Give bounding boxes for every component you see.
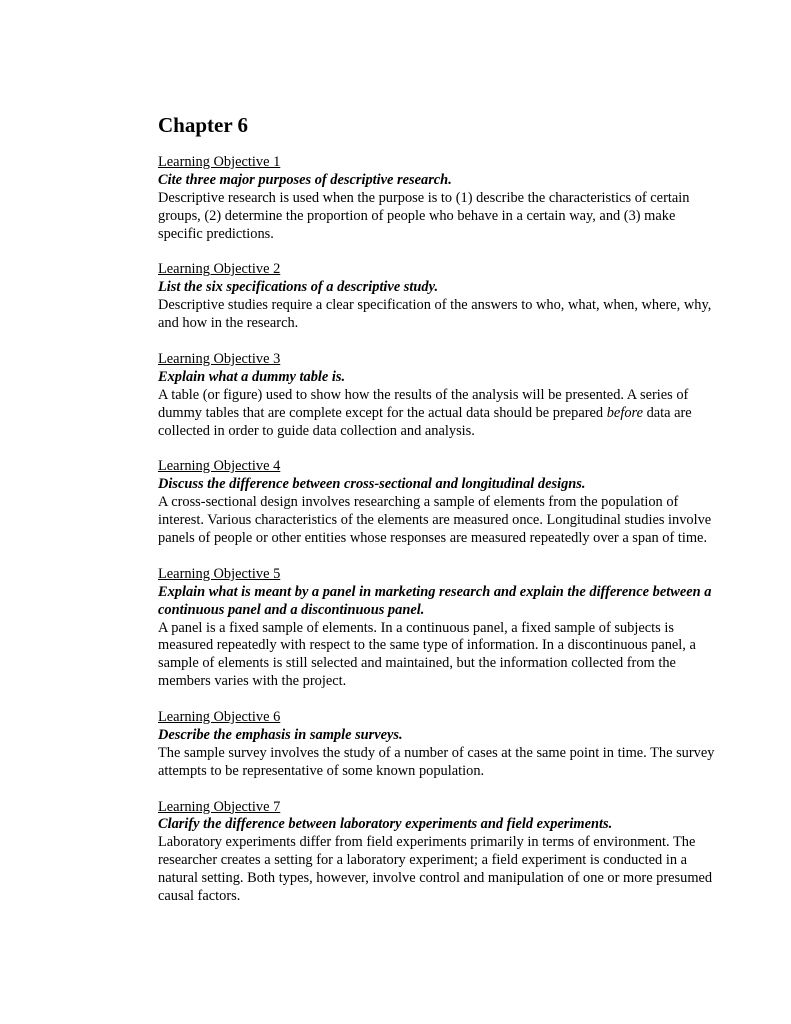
learning-objective-2 — [158, 261, 718, 333]
objective-answer: Descriptive research is used when the purpose is to (1) describe the characteristics of certain groups, (2) determine the proportion of people who behave in a certain way, and (3) make specific predictions. — [158, 189, 690, 242]
objective-heading: Learning Objective 7 — [158, 798, 281, 815]
answer-text-before: A table (or figure) used to show how the results of the analysis will be presented. A series of dummy tables that are complete except for the actual data should be prepared — [158, 386, 689, 421]
objective-answer: A cross-sectional design involves researching a sample of elements from the population of interest. Various characteristics of the elements are measured once. Longitudinal studies involve panels of people or other entities whose responses are measured repeatedly over a span of time. — [158, 494, 712, 546]
objective-question: Explain what a dummy table is. — [158, 368, 346, 385]
objective-question: Discuss the difference between cross-sectional and longitudinal designs. — [158, 476, 586, 493]
answer-emphasis: before — [606, 404, 643, 421]
objective-answer: Laboratory experiments differ from field experiments primarily in terms of environment. The researcher creates a setting for a laboratory experiment; a field experiment is conducted in a natural setting. Both types, however, involve control and manipulation of one or more presumed causal factors. — [158, 834, 713, 905]
learning-objective-4 — [158, 458, 718, 548]
objective-question: List the six specifications of a descriptive study. — [158, 279, 439, 296]
objective-answer: A panel is a fixed sample of elements. In a continuous panel, a fixed sample of subjects is measured repeatedly with respect to the same type of information. In a discontinuous panel, a sample of elements is still selected and maintained, but the information collected from the members varies with the project. — [158, 619, 696, 690]
objective-answer: Descriptive studies require a clear specification of the answers to who, what, when, where, why, and how in the research. — [158, 297, 712, 332]
document-page — [158, 112, 718, 924]
objective-question: Clarify the difference between laboratory experiments and field experiments. — [158, 816, 613, 833]
objective-heading: Learning Objective 6 — [158, 709, 281, 726]
learning-objective-6 — [158, 709, 718, 781]
learning-objective-7 — [158, 799, 718, 906]
objective-heading: Learning Objective 3 — [158, 350, 281, 367]
learning-objective-3 — [158, 351, 718, 441]
answer-text-after: data are collected in order to guide data collection and analysis. — [158, 404, 692, 439]
objective-heading: Learning Objective 2 — [158, 261, 281, 278]
learning-objective-1 — [158, 154, 718, 244]
objective-heading: Learning Objective 5 — [158, 565, 281, 582]
objective-question: Describe the emphasis in sample surveys. — [158, 726, 403, 743]
objective-answer: The sample survey involves the study of a number of cases at the same point in time. The survey attempts to be representative of some known population. — [158, 744, 715, 779]
objective-answer — [158, 387, 718, 441]
objective-heading: Learning Objective 1 — [158, 154, 281, 170]
learning-objective-5 — [158, 566, 718, 691]
chapter-title: Chapter 6 — [158, 113, 249, 137]
objective-question: Explain what is meant by a panel in marketing research and explain the difference between a continuous panel and a discontinuous panel. — [158, 583, 712, 618]
objective-heading: Learning Objective 4 — [158, 458, 281, 475]
objective-question: Cite three major purposes of descriptive research. — [158, 171, 452, 188]
